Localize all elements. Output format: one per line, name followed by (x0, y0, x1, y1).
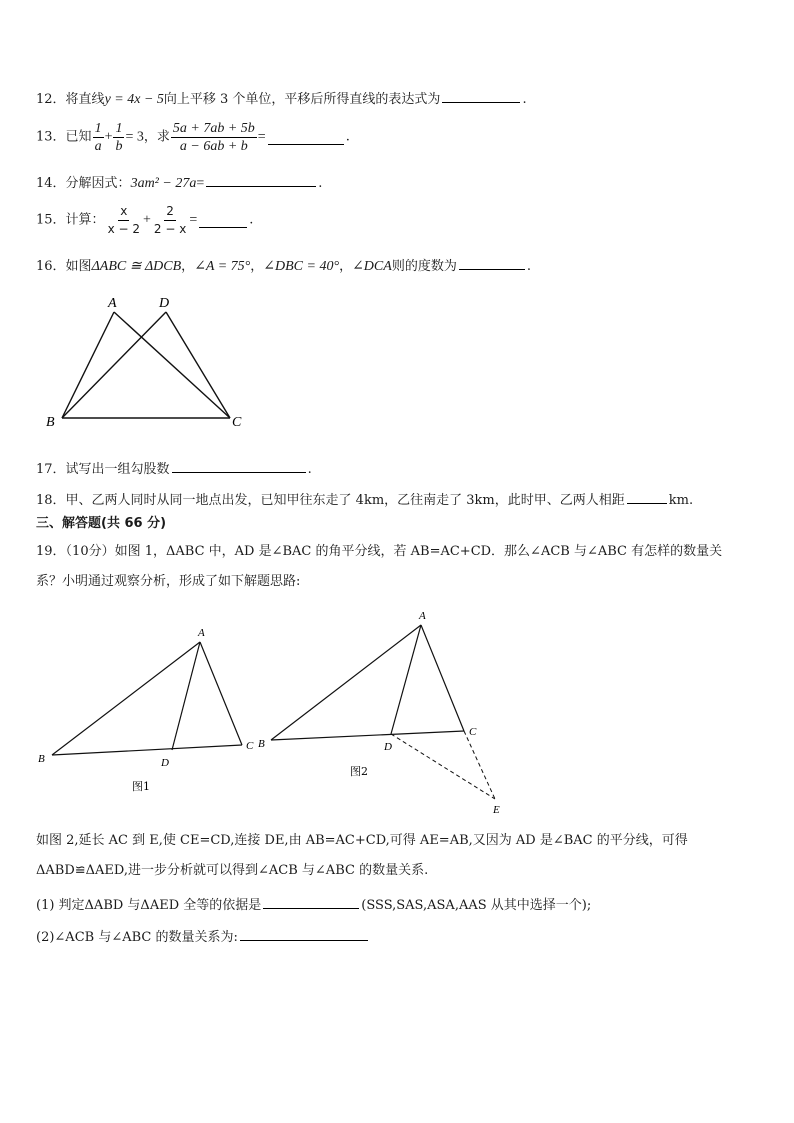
fraction-2-over-2-minus-x (152, 203, 188, 238)
angle-a-value: ∠A = 75° (194, 259, 251, 274)
end-mark: . (345, 129, 350, 145)
section-heading: 三、解答题(共 66 分) (36, 516, 167, 531)
end-mark: . (318, 176, 323, 191)
question-12 (36, 88, 527, 109)
vertex-a-label: A (419, 610, 426, 622)
end-mark: . (249, 212, 254, 228)
separator: ， (250, 259, 264, 274)
question-16 (36, 255, 531, 276)
question-text: 分解因式： (65, 176, 131, 191)
vertex-c-label: C (232, 415, 242, 430)
fraction-1-over-a (93, 120, 104, 155)
question-text: 已知 (65, 129, 92, 145)
segment-ac (200, 642, 242, 745)
question-text: ，求 (143, 129, 170, 145)
vertex-b-label: B (46, 415, 55, 430)
answer-blank[interactable] (442, 88, 520, 103)
figure-caption: 图1 (132, 780, 150, 793)
vertex-b-label: B (258, 738, 265, 750)
end-mark: . (522, 92, 527, 107)
equals-sign: = (189, 212, 198, 228)
question-text: 试写出一组勾股数 (65, 462, 170, 477)
vertex-a-label: A (108, 296, 117, 311)
equals-sign: = (257, 129, 266, 145)
expression: 3am² − 27a (130, 176, 197, 191)
plus-sign: + (104, 129, 113, 145)
vertex-b-label: B (38, 753, 45, 765)
line-equation: y = 4x − 5 (104, 92, 164, 107)
vertex-d-label: D (159, 296, 170, 311)
sub-question-text: (1) 判定ΔABD 与ΔAED 全等的依据是 (36, 898, 262, 913)
numerator: 2 (164, 203, 176, 221)
question-number: 13． (36, 129, 66, 145)
segment-ad (172, 642, 200, 750)
unit-label: km. (668, 493, 694, 508)
question-17 (36, 458, 312, 479)
end-mark: . (307, 462, 312, 477)
question-19-line-1 (36, 543, 722, 561)
numerator: x (118, 203, 129, 221)
plus-sign: + (142, 212, 151, 228)
condition-value: = 3 (125, 129, 144, 145)
question-number: 18． (36, 493, 66, 508)
denominator: b (115, 139, 123, 154)
question-number: 15． (36, 212, 66, 228)
question-text: （10分）如图 1，ΔABC 中，AD 是∠BAC 的角平分线，若 AB=AC+CD．那么∠ACB 与∠ABC 有怎样的数量关 (65, 544, 723, 559)
question-19-para-1: 如图 2,延长 AC 到 E,使 CE=CD,连接 DE,由 AB=AC+CD,可得 AE=AB,又因为 AD 是∠BAC 的平分线，可得 (36, 833, 688, 848)
question-13 (36, 120, 350, 155)
denominator: x − 2 (107, 222, 140, 236)
vertex-c-label: C (246, 740, 254, 752)
segment-de-dashed (391, 734, 495, 799)
question-19-line-2: 系？小明通过观察分析，形成了如下解题思路: (36, 574, 301, 589)
separator: ， (339, 259, 353, 274)
end-mark: . (526, 259, 531, 274)
answer-blank[interactable] (172, 458, 306, 473)
vertex-c-label: C (469, 726, 477, 738)
answer-blank[interactable] (263, 894, 359, 909)
question-text: 计算： (65, 212, 105, 228)
segment-dc (166, 312, 230, 418)
question-19-sub-1 (36, 894, 591, 915)
fraction-x-over-x-minus-2 (106, 203, 142, 238)
question-text: 则的度数为 (391, 259, 457, 274)
congruence-expression: ΔABC ≅ ΔDCB (91, 259, 182, 274)
question-text: 向上平移 3 个单位，平移后所得直线的表达式为 (163, 92, 441, 107)
segment-ba (62, 312, 114, 418)
figure-1 (30, 620, 270, 800)
answer-blank[interactable] (627, 489, 667, 504)
question-number: 17． (36, 462, 66, 477)
figure-2 (255, 605, 515, 820)
answer-blank[interactable] (199, 213, 247, 228)
figure-caption: 图2 (350, 765, 368, 778)
answer-blank[interactable] (268, 130, 344, 145)
question-15 (36, 203, 253, 238)
denominator: a (94, 139, 102, 154)
question-number: 19． (36, 544, 66, 559)
question-18 (36, 489, 693, 510)
numerator: 1 (115, 121, 123, 136)
sub-question-text: (SSS,SAS,ASA,AAS 从其中选择一个); (361, 898, 592, 913)
answer-blank[interactable] (459, 255, 525, 270)
segment-ad (391, 625, 421, 734)
segment-bd (62, 312, 166, 418)
vertex-a-label: A (198, 627, 205, 639)
denominator: a − 6ab + b (179, 139, 248, 154)
numerator: 5a + 7ab + 5b (172, 121, 255, 136)
question-number: 14． (36, 176, 66, 191)
separator: ， (181, 259, 195, 274)
segment-ab (271, 625, 421, 740)
angle-dca: ∠DCA (352, 259, 392, 274)
vertex-d-label: D (384, 741, 392, 753)
vertex-e-label: E (493, 804, 500, 816)
segment-ce-dashed (464, 731, 495, 799)
question-19-sub-2 (36, 926, 370, 947)
numerator: 1 (94, 121, 102, 136)
sub-question-text: (2)∠ACB 与∠ABC 的数量关系为: (36, 930, 238, 945)
segment-bc (52, 745, 242, 755)
question-14 (36, 172, 322, 193)
equals-sign: = (196, 176, 205, 191)
segment-ab (52, 642, 200, 755)
question-text: 甲、乙两人同时从同一地点出发，已知甲往东走了 4km，乙往南走了 3km，此时甲、乙两人相距 (65, 493, 625, 508)
segment-bc (271, 731, 464, 740)
answer-blank[interactable] (240, 926, 368, 941)
segment-ac (421, 625, 464, 731)
vertex-d-label: D (161, 757, 169, 769)
question-number: 16． (36, 259, 66, 274)
question-number: 12． (36, 92, 66, 107)
denominator: 2 − x (153, 222, 187, 236)
segment-ac (114, 312, 230, 418)
target-fraction (171, 120, 257, 155)
question-text: 如图 (65, 259, 92, 274)
fraction-1-over-b (113, 120, 124, 155)
answer-blank[interactable] (206, 172, 316, 187)
question-text: 将直线 (65, 92, 105, 107)
question-19-para-2: ΔABD≌ΔAED,进一步分析就可以得到∠ACB 与∠ABC 的数量关系. (36, 863, 429, 878)
figure-q16 (40, 292, 260, 440)
angle-dbc-value: ∠DBC = 40° (263, 259, 340, 274)
